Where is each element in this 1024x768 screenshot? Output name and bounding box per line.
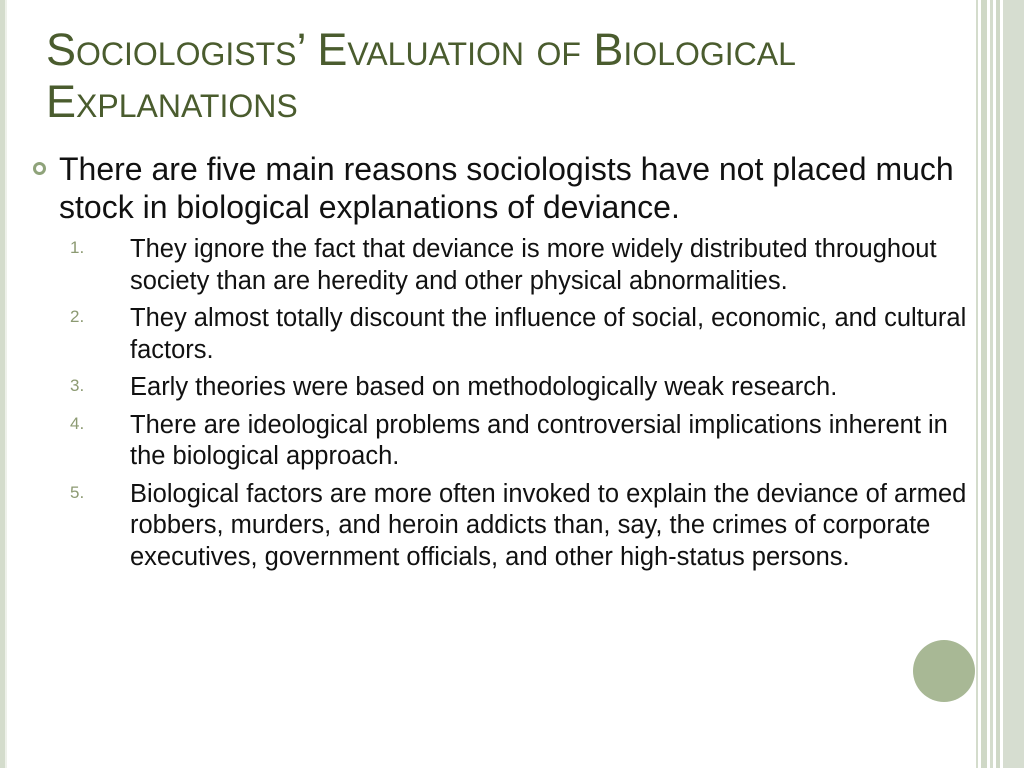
list-number: 1. [70, 238, 85, 257]
left-border-stripe-inner [5, 0, 7, 768]
list-item-text: They almost totally discount the influence of social, economic, and cultural factors. [130, 304, 967, 364]
list-number: 4. [70, 413, 85, 433]
list-item-text: There are ideological problems and controversial implications inherent in the biological approach. [130, 410, 948, 470]
right-border-stripe [996, 0, 1000, 768]
list-item-text: Biological factors are more often invoked to explain the deviance of armed robbers, murders, and heroin addicts than, say, the crimes of corporate executives, government officials, and other high-status persons. [130, 479, 967, 571]
main-bullet [32, 150, 967, 226]
main-bullet-text: There are five main reasons sociologists have not placed much stock in biological explanations of deviance. [59, 151, 954, 225]
reasons-list [32, 234, 967, 573]
right-border-stripe [990, 0, 993, 768]
list-item [32, 372, 967, 404]
list-number: 2. [70, 307, 85, 326]
slide-body [32, 150, 967, 579]
right-border-stripe [976, 0, 978, 768]
ring-bullet-icon [32, 161, 47, 176]
list-number: 3. [70, 376, 85, 395]
list-item-text: Early theories were based on methodologically weak research. [130, 373, 838, 401]
list-item [32, 303, 967, 366]
right-border-stripe [1003, 0, 1024, 768]
slide-title: Sociologists’ Evaluation of Biological Explanations [46, 24, 796, 127]
list-item [32, 234, 967, 297]
list-item [32, 410, 967, 473]
decorative-circle [913, 640, 975, 702]
list-number: 5. [70, 482, 85, 502]
list-item [32, 479, 967, 574]
right-border-stripe [981, 0, 987, 768]
list-item-text: They ignore the fact that deviance is more widely distributed throughout society than are heredity and other physical abnormalities. [130, 235, 937, 295]
